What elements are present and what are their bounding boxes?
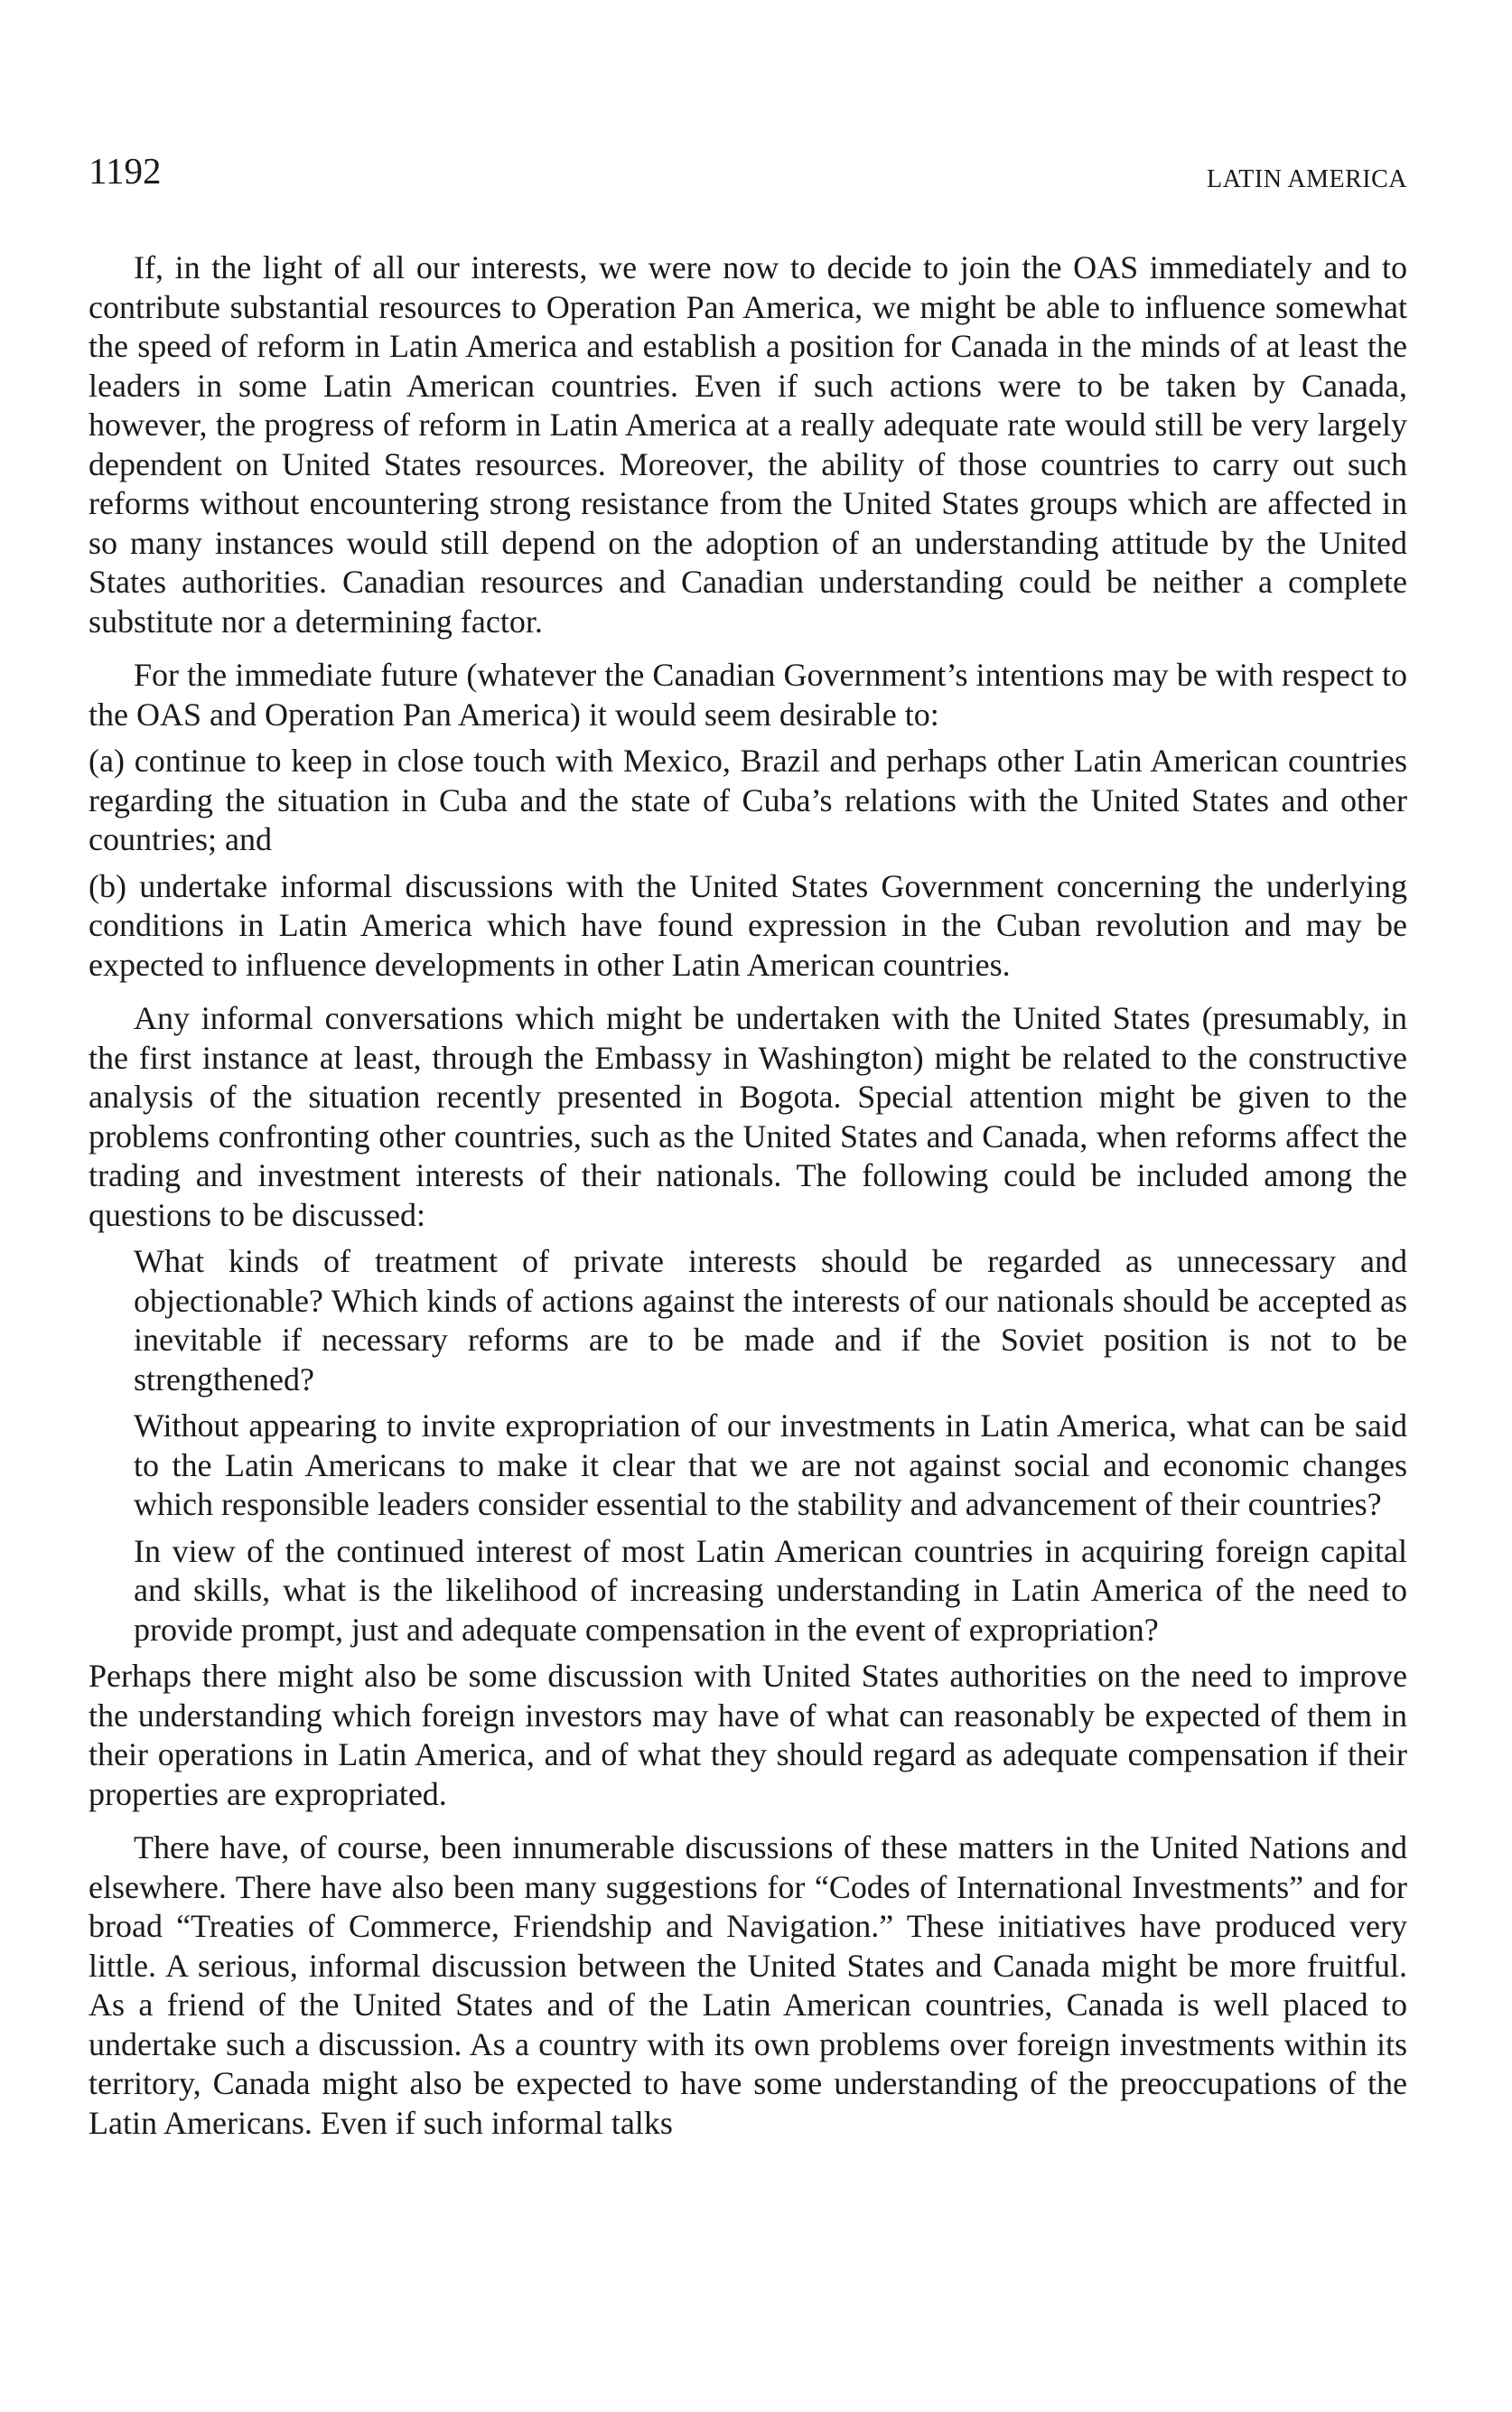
body-text (89, 248, 1407, 2157)
paragraph-informal-conversations: Any informal conversations which might be undertaken with the United States (presumably, in the first instance at least, through the Embassy in Washington) might be related to the constructive analysis of the situation recently presented in Bogota. Special attention might be given to the problems confronting other countries, such as the United States and Canada, when reforms affect the trading and investment interests of their nationals. The following could be included among the questions to be discussed: (89, 1000, 1407, 1233)
question-compensation: In view of the continued interest of most Latin American countries in acquiring foreign capital and skills, what is the likelihood of increasing understanding in Latin America of the need to provide prompt, just and adequate compensation in the event of expropriation? (134, 1532, 1407, 1648)
paragraph-foreign-investors: Perhaps there might also be some discussion with United States authorities on the need to improve the understanding which foreign investors may have of what can reasonably be expected of them in their operations in Latin America, and of what they should regard as adequate compensation if their properties are expropriated. (89, 1658, 1407, 1812)
list-item-b: (b) undertake informal discussions with the United States Government concerning the underlying conditions in Latin America which have found expression in the Cuban revolution and may be expected to influence developments in other Latin American countries. (89, 867, 1407, 983)
paragraph-un-discussions: There have, of course, been innumerable discussions of these matters in the United Nations and elsewhere. There have also been many suggestions for “Codes of International Investments” and for broad “Treaties of Commerce, Friendship and Navigation.” These initiatives have produced very little. A serious, informal discussion between the United States and Canada might be more fruitful. As a friend of the United States and of the Latin American countries, Canada is well placed to undertake such a discussion. As a country with its own problems over foreign investments within its territory, Canada might also be expected to have some understanding of the preoccupations of the Latin Americans. Even if such informal talks (89, 1829, 1407, 2141)
question-expropriation: Without appearing to invite expropriation of our investments in Latin America, what can be said to the Latin Americans to make it clear that we are not against social and economic changes which responsible leaders consider essential to the stability and advancement of their countries? (134, 1407, 1407, 1522)
page-number: 1192 (89, 150, 162, 192)
paragraph-oas-resources: If, in the light of all our interests, we were now to decide to join the OAS immediately and to contribute substantial resources to Operation Pan America, we might be able to influence somewhat the speed of reform in Latin America and establish a position for Canada in the minds of at least the leaders in some Latin American countries. Even if such actions were to be taken by Canada, however, the progress of reform in Latin America at a really adequate rate would still be very largely dependent on United States resources. Moreover, the ability of those countries to carry out such reforms without encountering strong resistance from the United States groups which are affected in so many instances would still depend on the adoption of an understanding attitude by the United States authorities. Canadian resources and Canadian understanding could be neither a complete substitute nor a determining factor. (89, 249, 1407, 640)
paragraph-immediate-future: For the immediate future (whatever the Canadian Government’s intentions may be with respect to the OAS and Operation Pan America) it would seem desirable to: (89, 657, 1407, 733)
question-treatment: What kinds of treatment of private interests should be regarded as unnecessary and objectionable? Which kinds of actions against the interests of our nationals should be accepted as inevitable if necessary reforms are to be made and if the Soviet position is not to be strengthened? (134, 1243, 1407, 1398)
list-item-a: (a) continue to keep in close touch with Mexico, Brazil and perhaps other Latin American countries regarding the situation in Cuba and the state of Cuba’s relations with the United States and other countries; and (89, 743, 1407, 857)
running-title: LATIN AMERICA (1207, 165, 1407, 193)
